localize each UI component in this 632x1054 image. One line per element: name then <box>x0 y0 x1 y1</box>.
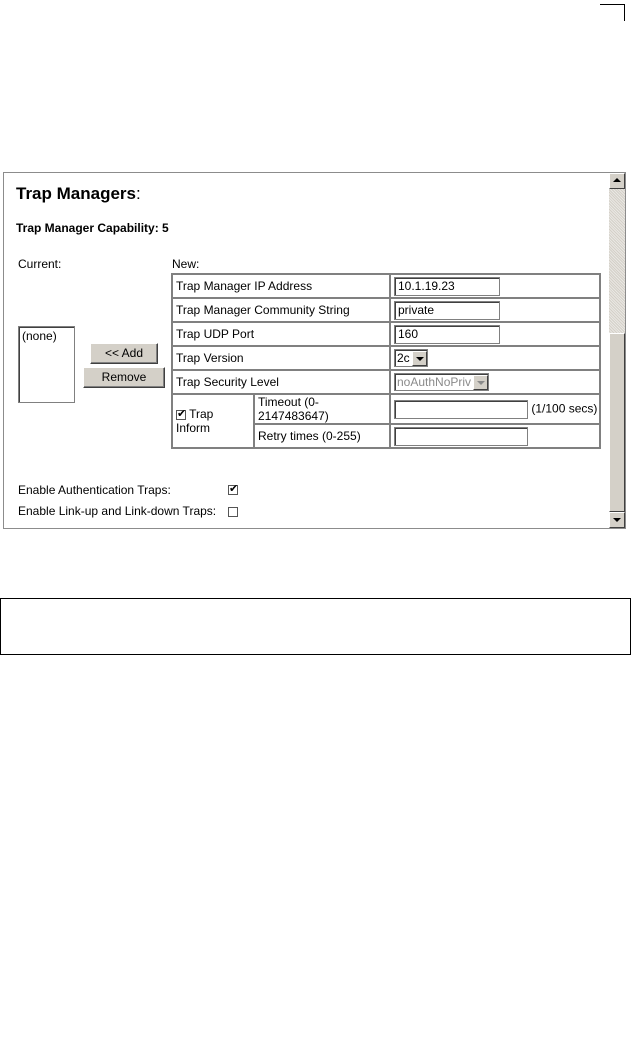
timeout-input[interactable] <box>394 400 528 419</box>
title-text: Trap Managers <box>16 184 136 203</box>
ip-address-label: Trap Manager IP Address <box>172 274 390 298</box>
page-title <box>16 184 141 204</box>
page-corner-mark <box>600 4 625 21</box>
current-trap-managers-list[interactable] <box>18 326 75 403</box>
trap-version-label: Trap Version <box>172 346 390 370</box>
link-traps-label: Enable Link-up and Link-down Traps: <box>18 504 217 518</box>
trap-version-select[interactable] <box>394 349 428 367</box>
udp-port-input[interactable]: 160 <box>394 325 500 344</box>
community-string-input[interactable]: private <box>394 301 500 320</box>
ip-address-input[interactable]: 10.1.19.23 <box>394 277 500 296</box>
link-traps-checkbox[interactable] <box>228 507 238 517</box>
trap-inform-label: Trap Inform <box>176 407 214 435</box>
community-string-cell <box>390 298 600 322</box>
title-colon: : <box>136 184 141 203</box>
udp-port-cell <box>390 322 600 346</box>
list-item[interactable]: (none) <box>22 329 57 343</box>
table-row <box>172 322 600 346</box>
table-row <box>172 298 600 322</box>
auth-traps-label: Enable Authentication Traps: <box>18 483 171 497</box>
timeout-unit: (1/100 secs) <box>531 401 598 416</box>
timeout-cell <box>390 394 600 424</box>
table-row <box>172 394 600 424</box>
retry-times-cell <box>390 424 600 448</box>
remove-button[interactable]: Remove <box>83 367 165 388</box>
panel-content <box>4 173 609 528</box>
retry-times-input[interactable] <box>394 427 528 446</box>
community-string-label: Trap Manager Community String <box>172 298 390 322</box>
current-label: Current: <box>18 257 62 271</box>
vertical-scrollbar[interactable] <box>609 173 625 528</box>
note-box <box>0 598 631 655</box>
scroll-down-icon[interactable] <box>609 512 625 528</box>
new-label: New: <box>172 257 200 271</box>
trap-inform-cell <box>172 394 254 448</box>
trap-manager-capability: Trap Manager Capability: 5 <box>16 221 169 235</box>
auth-traps-checkbox[interactable] <box>228 485 238 495</box>
security-level-value: noAuthNoPriv <box>397 375 472 389</box>
security-level-label: Trap Security Level <box>172 370 390 394</box>
security-level-cell <box>390 370 600 394</box>
new-trap-manager-table <box>171 273 601 449</box>
table-row <box>172 370 600 394</box>
chevron-down-icon[interactable] <box>412 351 427 366</box>
udp-port-label: Trap UDP Port <box>172 322 390 346</box>
auth-traps-row <box>18 483 171 497</box>
ip-address-cell <box>390 274 600 298</box>
trap-version-cell <box>390 346 600 370</box>
timeout-label: Timeout (0-2147483647) <box>254 394 390 424</box>
trap-managers-panel <box>3 172 626 529</box>
retry-times-label: Retry times (0-255) <box>254 424 390 448</box>
scroll-up-icon[interactable] <box>609 173 625 189</box>
security-level-select[interactable] <box>394 373 489 391</box>
table-row <box>172 346 600 370</box>
scrollbar-thumb[interactable] <box>609 333 625 512</box>
chevron-down-icon[interactable] <box>473 375 488 390</box>
add-button[interactable]: << Add <box>90 343 158 364</box>
trap-inform-checkbox[interactable] <box>176 410 186 420</box>
trap-version-value: 2c <box>397 351 410 365</box>
link-traps-row <box>18 504 216 518</box>
table-row <box>172 274 600 298</box>
